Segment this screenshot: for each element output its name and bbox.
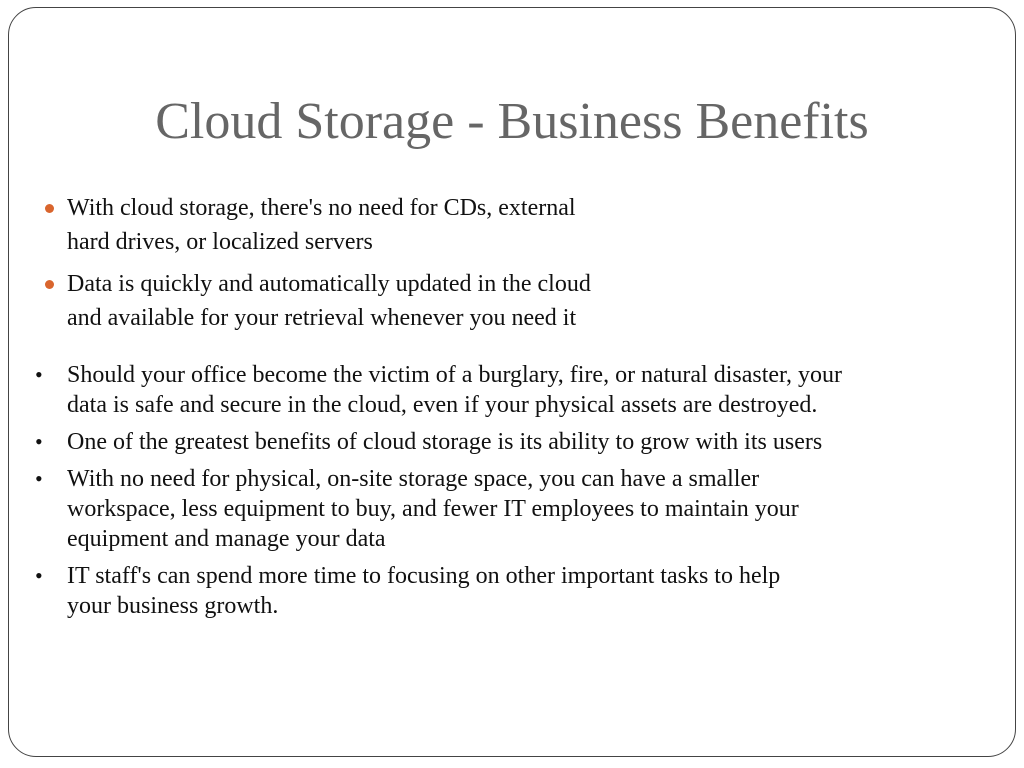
orange-bullet-icon	[45, 204, 54, 213]
bullet-line: One of the greatest benefits of cloud storage is its ability to grow with its users	[67, 429, 823, 455]
list-item	[35, 427, 995, 457]
bullet-line: workspace, less equipment to buy, and fewer IT employees to maintain your	[67, 496, 799, 522]
secondary-bullet-list	[35, 360, 995, 628]
bullet-line: and available for your retrieval whenever you need it	[67, 305, 577, 331]
bullet-line: With no need for physical, on-site storage space, you can have a smaller	[67, 466, 760, 492]
bullet-icon: •	[35, 466, 43, 491]
list-item	[35, 561, 995, 621]
primary-bullet-list	[45, 191, 705, 343]
list-item	[35, 464, 995, 554]
slide-frame	[8, 7, 1016, 757]
bullet-line: Data is quickly and automatically updated in the cloud	[67, 271, 591, 297]
list-item	[35, 360, 995, 420]
bullet-line: IT staff's can spend more time to focusing on other important tasks to help	[67, 563, 781, 589]
bullet-icon: •	[35, 563, 43, 588]
bullet-icon: •	[35, 362, 43, 387]
bullet-line: Should your office become the victim of a burglary, fire, or natural disaster, your	[67, 362, 843, 388]
bullet-line: With cloud storage, there's no need for CDs, external	[67, 195, 576, 221]
bullet-line: data is safe and secure in the cloud, even if your physical assets are destroyed.	[67, 392, 818, 418]
bullet-line: hard drives, or localized servers	[67, 229, 373, 255]
bullet-line: equipment and manage your data	[67, 526, 386, 552]
bullet-icon: •	[35, 429, 43, 454]
list-item	[45, 191, 705, 259]
bullet-line: your business growth.	[67, 593, 279, 619]
list-item	[45, 267, 705, 335]
slide-title: Cloud Storage - Business Benefits	[155, 93, 869, 150]
orange-bullet-icon	[45, 280, 54, 289]
